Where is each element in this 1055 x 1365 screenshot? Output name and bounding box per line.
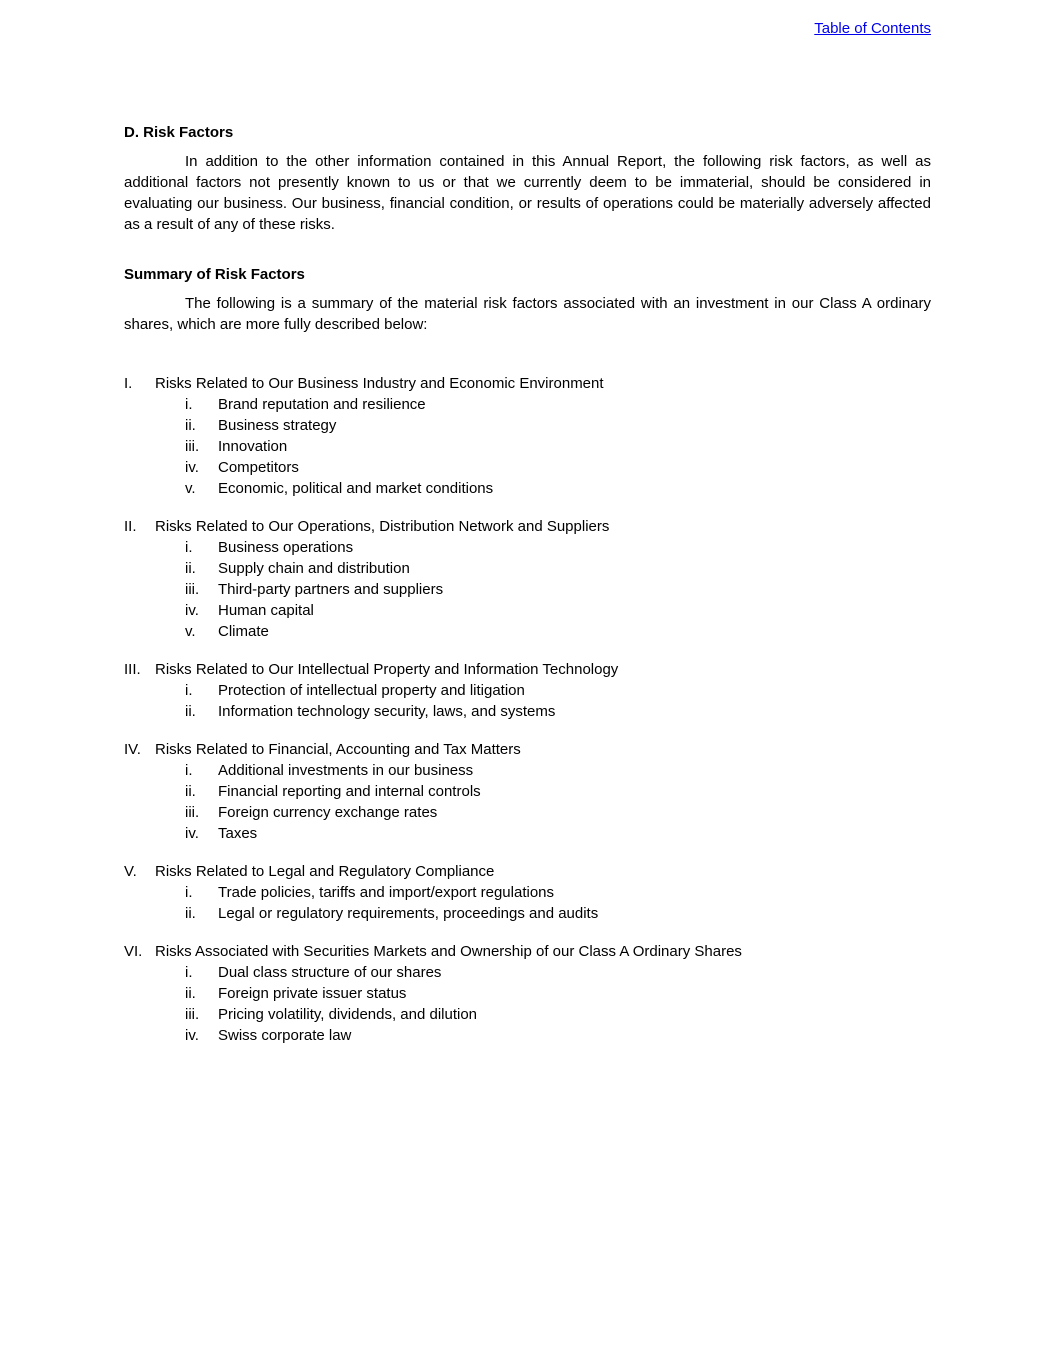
- risk-section-2: [124, 516, 931, 642]
- subitem-label: Pricing volatility, dividends, and dilution: [218, 1006, 478, 1023]
- subitem-numeral: iii.: [185, 1006, 200, 1023]
- subitem-numeral: i.: [185, 964, 193, 981]
- list-item: [185, 537, 931, 558]
- section-heading-row: [124, 739, 931, 760]
- subitem-label: Financial reporting and internal controls: [218, 783, 481, 800]
- section-numeral: IV.: [124, 741, 141, 758]
- list-item: [185, 802, 931, 823]
- subitem-label: Innovation: [218, 438, 288, 455]
- section-title: Risks Related to Financial, Accounting and Tax Matters: [155, 741, 521, 758]
- list-item: [185, 621, 931, 642]
- subitem-label: Swiss corporate law: [218, 1027, 352, 1044]
- subitem-label: Legal or regulatory requirements, proceedings and audits: [218, 905, 599, 922]
- section-title: Risks Related to Our Business Industry and Economic Environment: [155, 375, 604, 392]
- list-item: [185, 903, 931, 924]
- subitem-label: Taxes: [218, 825, 258, 842]
- section-title: Risks Related to Our Operations, Distribution Network and Suppliers: [155, 518, 610, 535]
- table-of-contents-link[interactable]: Table of Contents: [814, 20, 931, 37]
- list-item: [185, 436, 931, 457]
- list-item: [185, 394, 931, 415]
- section-heading-row: [124, 373, 931, 394]
- subitem-numeral: ii.: [185, 560, 196, 577]
- subitem-numeral: i.: [185, 396, 193, 413]
- subitem-label: Human capital: [218, 602, 314, 619]
- section-heading-row: [124, 861, 931, 882]
- list-item: [185, 457, 931, 478]
- subitem-label: Business operations: [218, 539, 354, 556]
- subitem-numeral: ii.: [185, 905, 196, 922]
- list-item: [185, 781, 931, 802]
- risk-summary-list: [124, 373, 931, 1046]
- subitem-label: Business strategy: [218, 417, 337, 434]
- risk-factors-paragraph: In addition to the other information contained in this Annual Report, the following risk factors, as well as additional factors not presently known to us or that we currently deem to be immaterial, should be considered in evaluating our business. Our business, financial condition, or results of operations could be materially adversely affected as a result of any of these risks.: [124, 153, 931, 233]
- list-item: [185, 882, 931, 903]
- subitem-numeral: iii.: [185, 804, 200, 821]
- list-item: [185, 558, 931, 579]
- list-item: [185, 415, 931, 436]
- subitem-label: Economic, political and market conditions: [218, 480, 494, 497]
- section-numeral: III.: [124, 661, 141, 678]
- risk-section-5: [124, 861, 931, 924]
- list-item: [185, 701, 931, 722]
- subitem-label: Third-party partners and suppliers: [218, 581, 444, 598]
- subitem-numeral: i.: [185, 762, 193, 779]
- subitem-label: Supply chain and distribution: [218, 560, 410, 577]
- risk-section-6: [124, 941, 931, 1046]
- subitem-numeral: i.: [185, 539, 193, 556]
- section-numeral: V.: [124, 863, 137, 880]
- section-title: Risks Related to Legal and Regulatory Compliance: [155, 863, 495, 880]
- list-item: [185, 600, 931, 621]
- subitem-numeral: iv.: [185, 825, 199, 842]
- subitem-numeral: iii.: [185, 581, 200, 598]
- subitem-numeral: iv.: [185, 459, 199, 476]
- subitem-label: Protection of intellectual property and litigation: [218, 682, 525, 699]
- risk-factors-heading: D. Risk Factors: [124, 124, 234, 141]
- subitem-label: Foreign private issuer status: [218, 985, 407, 1002]
- section-heading-row: [124, 516, 931, 537]
- list-item: [185, 680, 931, 701]
- list-item: [185, 579, 931, 600]
- list-item: [185, 962, 931, 983]
- subitem-numeral: iv.: [185, 1027, 199, 1044]
- subitem-numeral: v.: [185, 623, 196, 640]
- subitem-numeral: ii.: [185, 417, 196, 434]
- risk-section-1: [124, 373, 931, 499]
- section-numeral: I.: [124, 375, 133, 392]
- subitem-numeral: v.: [185, 480, 196, 497]
- subitem-label: Dual class structure of our shares: [218, 964, 442, 981]
- toc-link-row: [124, 18, 931, 39]
- summary-paragraph: The following is a summary of the material risk factors associated with an investment in our Class A ordinary shares, which are more fully described below:: [124, 295, 931, 333]
- list-item: [185, 1025, 931, 1046]
- subitem-numeral: ii.: [185, 703, 196, 720]
- section-title: Risks Associated with Securities Markets and Ownership of our Class A Ordinary Shares: [155, 943, 742, 960]
- section-heading-row: [124, 659, 931, 680]
- subitem-label: Additional investments in our business: [218, 762, 474, 779]
- list-item: [185, 823, 931, 844]
- subitem-numeral: iv.: [185, 602, 199, 619]
- section-numeral: VI.: [124, 943, 143, 960]
- list-item: [185, 983, 931, 1004]
- subitem-label: Information technology security, laws, and systems: [218, 703, 556, 720]
- subitem-label: Climate: [218, 623, 269, 640]
- subitem-numeral: i.: [185, 682, 193, 699]
- subitem-label: Foreign currency exchange rates: [218, 804, 438, 821]
- summary-heading: Summary of Risk Factors: [124, 266, 305, 283]
- subitem-numeral: ii.: [185, 985, 196, 1002]
- subitem-numeral: ii.: [185, 783, 196, 800]
- risk-section-4: [124, 739, 931, 844]
- list-item: [185, 478, 931, 499]
- list-item: [185, 1004, 931, 1025]
- subitem-label: Competitors: [218, 459, 299, 476]
- list-item: [185, 760, 931, 781]
- subitem-numeral: i.: [185, 884, 193, 901]
- subitem-label: Brand reputation and resilience: [218, 396, 426, 413]
- subitem-label: Trade policies, tariffs and import/export regulations: [218, 884, 554, 901]
- section-title: Risks Related to Our Intellectual Property and Information Technology: [155, 661, 619, 678]
- risk-section-3: [124, 659, 931, 722]
- subitem-numeral: iii.: [185, 438, 200, 455]
- section-numeral: II.: [124, 518, 137, 535]
- section-heading-row: [124, 941, 931, 962]
